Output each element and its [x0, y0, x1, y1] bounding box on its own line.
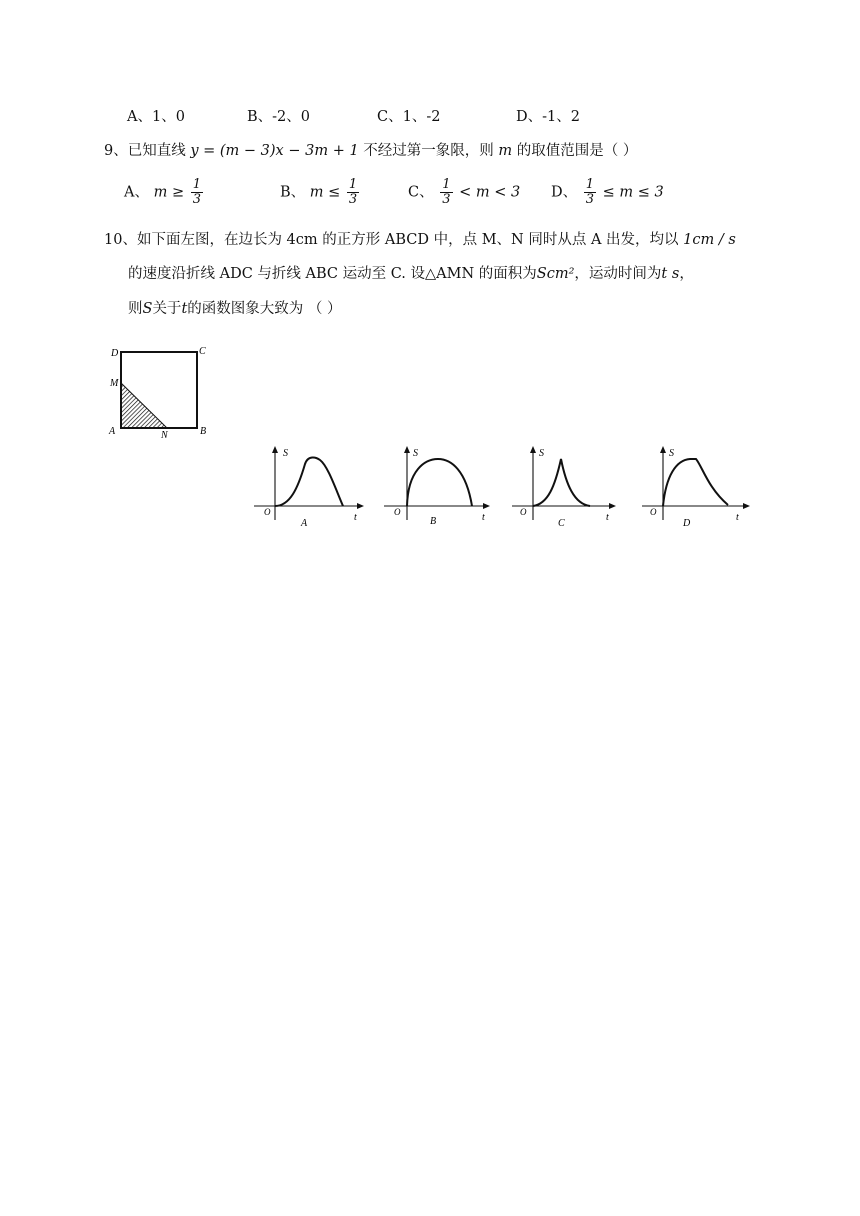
- option-label: B: [430, 516, 437, 527]
- origin-label: O: [394, 507, 401, 517]
- y-label: S: [539, 448, 544, 459]
- curve-d: [663, 459, 728, 506]
- q10-time-unit: t s: [661, 266, 680, 282]
- q10-line-3: [128, 297, 341, 318]
- origin-label: O: [650, 507, 657, 517]
- q9-text-middle: 不经过第一象限，则: [363, 143, 494, 159]
- q9-number: 9、: [104, 143, 128, 159]
- q10-line1-text: 如下面左图，在边长为 4cm 的正方形 ABCD 中，点 M、N 同时从点 A 出发，均以: [136, 232, 679, 248]
- q9-option-c-expr: < m < 3: [459, 184, 521, 201]
- y-arrow-icon: [530, 446, 536, 453]
- x-label: t: [736, 512, 739, 523]
- q10-line-1: [104, 228, 736, 249]
- graph-option-c: [508, 440, 628, 530]
- q10-speed: 1cm / s: [683, 232, 736, 248]
- x-arrow-icon: [357, 503, 364, 509]
- x-arrow-icon: [743, 503, 750, 509]
- label-n: N: [161, 430, 168, 440]
- q9-option-a-expr: m ≥: [153, 184, 185, 201]
- q9-option-a-label: A、: [124, 184, 149, 201]
- y-arrow-icon: [404, 446, 410, 453]
- q8-option-a: A、1、0: [127, 109, 185, 125]
- q9-option-b-fraction: $\frac{1}{3}$: [348, 177, 358, 207]
- option-label: D: [683, 518, 691, 529]
- q9-option-c-label: C、: [408, 184, 434, 201]
- q9-option-b-expr: m ≤: [309, 184, 341, 201]
- y-arrow-icon: [272, 446, 278, 453]
- q9-stem: [104, 139, 637, 160]
- q9-option-d: [551, 178, 664, 207]
- q9-option-c: [408, 178, 520, 207]
- origin-label: O: [520, 507, 527, 517]
- label-m: M: [110, 378, 119, 389]
- q9-option-d-label: D、: [551, 184, 578, 201]
- y-arrow-icon: [660, 446, 666, 453]
- q10-line2-end: ，: [679, 266, 694, 282]
- origin-label: O: [264, 507, 271, 517]
- label-d: D: [111, 348, 119, 359]
- x-label: t: [482, 512, 485, 523]
- q8-option-b: B、-2、0: [247, 109, 311, 125]
- graph-option-d: [638, 440, 758, 530]
- q10-line3-end: 的函数图象大致为 （ ）: [187, 301, 342, 317]
- y-label: S: [413, 448, 418, 459]
- q9-option-c-fraction: $\frac{1}{3}$: [442, 177, 451, 207]
- q9-option-d-expr: ≤ m ≤ 3: [602, 184, 664, 201]
- x-label: t: [606, 512, 609, 523]
- q10-var-s: S: [142, 301, 153, 317]
- q10-number: 10、: [104, 232, 137, 248]
- label-b: B: [200, 426, 207, 437]
- q9-option-b: [280, 178, 361, 207]
- y-label: S: [283, 448, 288, 459]
- q9-text-after: 的取值范围是（ ）: [516, 143, 638, 159]
- q10-line-2: [128, 262, 694, 283]
- q9-option-d-fraction: $\frac{1}{3}$: [585, 177, 595, 207]
- q10-var-t: t: [181, 301, 188, 317]
- q10-line2-mid: ，运动时间为: [574, 266, 662, 282]
- q10-line3-mid: 关于: [152, 301, 182, 317]
- graph-option-a: [250, 440, 370, 530]
- q9-option-b-label: B、: [280, 184, 306, 201]
- curve-c: [533, 459, 590, 506]
- q10-line2-text: 的速度沿折线 ADC 与折线 ABC 运动至 C. 设△AMN 的面积为: [128, 266, 537, 282]
- square-figure: [100, 340, 220, 440]
- q10-area-unit: Scm²: [536, 266, 575, 282]
- q9-option-a: [124, 178, 205, 207]
- q9-var-m: m: [498, 143, 513, 159]
- shaded-triangle-amn: [121, 383, 167, 428]
- q8-option-d: D、-1、2: [516, 109, 580, 125]
- q10-line3-pre: 则: [128, 301, 143, 317]
- label-a: A: [109, 426, 116, 437]
- x-label: t: [354, 512, 357, 523]
- graph-option-b: [380, 440, 500, 530]
- y-label: S: [669, 448, 674, 459]
- option-label: A: [301, 518, 308, 529]
- q9-text-before: 已知直线: [127, 143, 186, 159]
- curve-b: [407, 459, 472, 506]
- q8-option-c: C、1、-2: [377, 109, 441, 125]
- q9-formula: y = (m − 3)x − 3m + 1: [190, 143, 359, 159]
- x-arrow-icon: [483, 503, 490, 509]
- x-arrow-icon: [609, 503, 616, 509]
- q9-option-a-fraction: $\frac{1}{3}$: [192, 177, 201, 207]
- curve-a: [275, 457, 343, 506]
- option-label: C: [558, 518, 565, 529]
- label-c: C: [199, 346, 206, 357]
